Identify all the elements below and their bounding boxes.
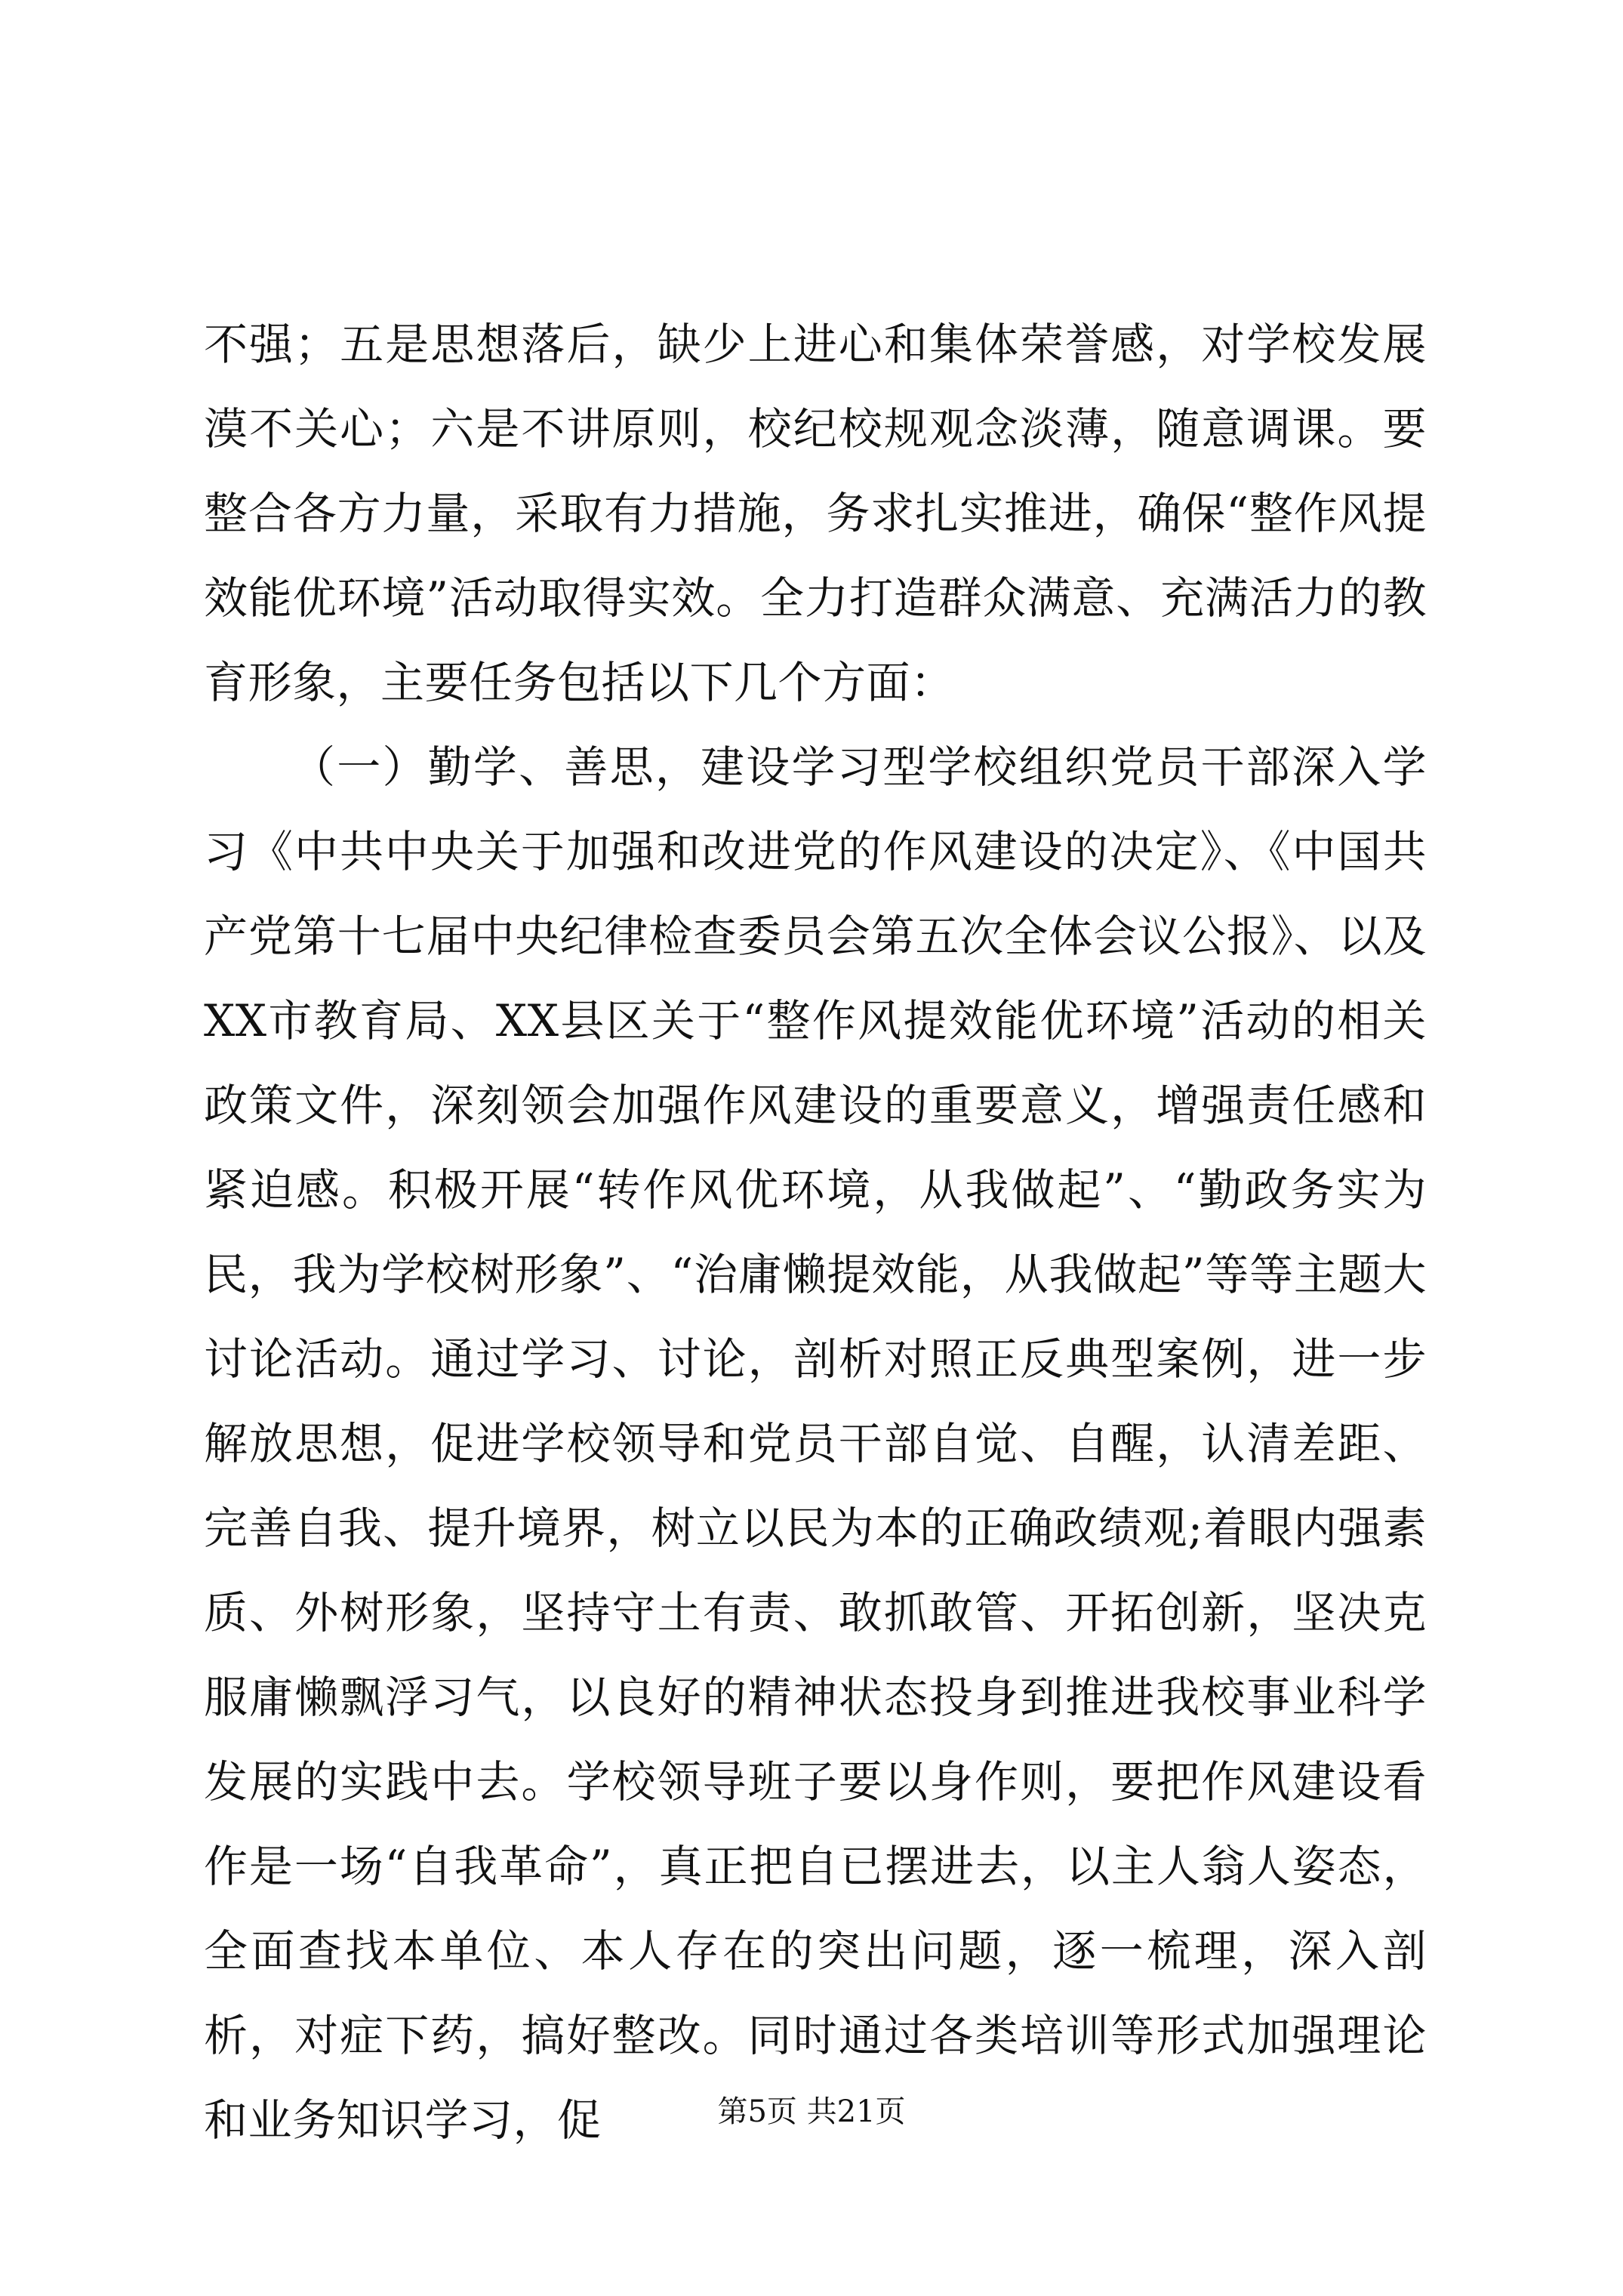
page-number-footer: 第5页 共21页	[717, 2094, 906, 2129]
body-text	[204, 302, 1427, 2162]
paragraph-continuation: 不强；五是思想落后，缺少上进心和集体荣誉感，对学校发展漠不关心；六是不讲原则，校纪校规观念淡薄，随意调课。要整合各方力量，采取有力措施，务求扎实推进，确保“整作风提效能优环境”活动取得实效。全力打造群众满意、充满活力的教育形象，主要任务包括以下几个方面：	[204, 319, 1427, 708]
paragraph-section-one: （一）勤学、善思，建设学习型学校组织党员干部深入学习《中共中央关于加强和改进党的作风建设的决定》、《中国共产党第十七届中央纪律检查委员会第五次全体会议公报》、以及XX市教育局、XX县区关于“整作风提效能优环境”活动的相关政策文件，深刻领会加强作风建设的重要意义，增强责任感和紧迫感。积极开展“转作风优环境，从我做起”、“勤政务实为民，我为学校树形象”、“治庸懒提效能，从我做起”等等主题大讨论活动。通过学习、讨论，剖析对照正反典型案例，进一步解放思想，促进学校领导和党员干部自觉、自醒，认清差距、完善自我、提升境界，树立以民为本的正确政绩观;着眼内强素质、外树形象，坚持守土有责、敢抓敢管、开拓创新，坚决克服庸懒飘浮习气，以良好的精神状态投身到推进我校事业科学发展的实践中去。学校领导班子要以身作则，要把作风建设看作是一场“自我革命”，真正把自已摆进去，以主人翁人姿态，全面查找本单位、本人存在的突出问题，逐一梳理，深入剖析，对症下药，搞好整改。同时通过各类培训等形式加强理论和业务知识学习，促	[204, 741, 1427, 2146]
